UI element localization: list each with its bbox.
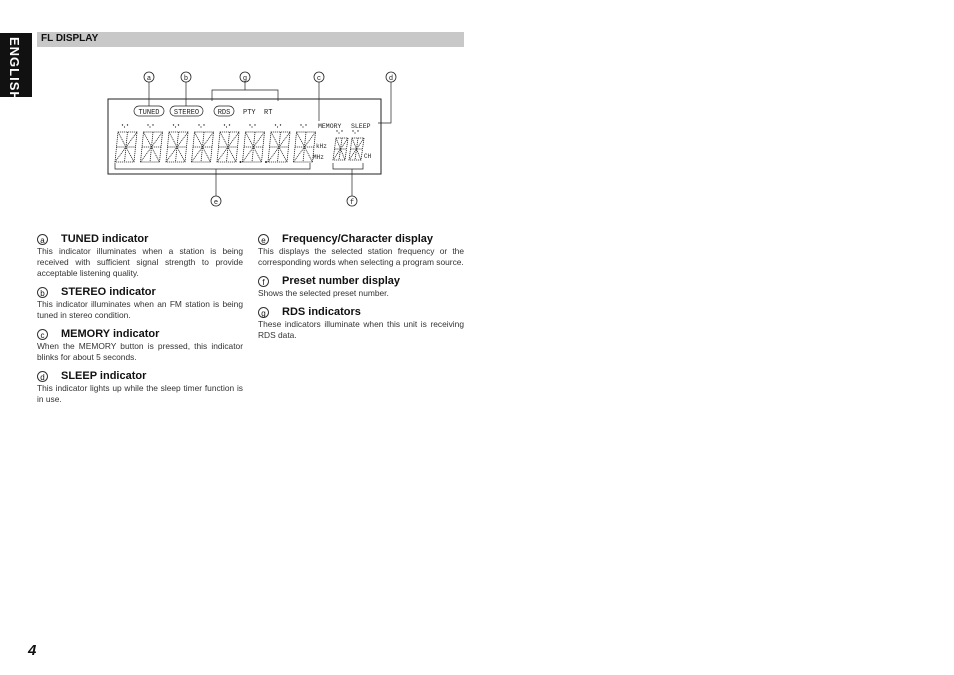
item-title: RDS indicators [282,306,361,318]
preset-number-display [333,130,364,160]
desc-item-preset [258,275,464,299]
item-marker: f [258,276,269,287]
svg-text:b: b [183,75,189,83]
mhz-unit: MHz [313,154,324,161]
item-marker: b [37,287,48,298]
section-title: FL DISPLAY [41,33,99,44]
marker-e [211,196,221,207]
desc-item-sleep [37,370,243,405]
sleep-indicator: SLEEP [351,123,371,130]
marker-a [144,72,154,83]
char-cell [166,132,188,162]
item-description: This displays the selected station frequency or the corresponding words when selecting a program source. [258,246,464,267]
char-cell [192,132,214,162]
svg-text:g: g [242,75,248,83]
item-title: MEMORY indicator [61,328,160,340]
item-description: This indicator illuminates when an FM station is being tuned in stereo condition. [37,299,243,320]
desc-item-stereo [37,286,243,321]
cell-dots [352,130,358,133]
fl-display-diagram [100,66,400,212]
cell-dots [336,130,342,133]
char-cell [217,132,239,162]
cell-dots [224,124,230,127]
item-description: This indicator lights up while the sleep timer function is in use. [37,383,243,404]
marker-c [314,72,324,83]
page-number: 4 [28,642,37,659]
svg-text:e: e [213,199,219,207]
item-description: These indicators illuminate when this unit is receiving RDS data. [258,319,464,340]
svg-text:a: a [146,75,152,83]
cell-dots [275,124,281,127]
pty-indicator: PTY [243,109,256,117]
rt-indicator: RT [264,109,273,117]
char-cell [243,132,265,162]
marker-g [240,72,250,83]
item-marker: g [258,307,269,318]
tuned-indicator [134,106,164,117]
rds-indicator [214,106,234,117]
desc-item-rds [258,306,464,341]
svg-text:STEREO: STEREO [173,109,200,117]
language-tab-label: ENGLISH [7,37,22,102]
preset-cell [349,138,364,160]
item-title: SLEEP indicator [61,370,147,382]
item-description: When the MEMORY button is pressed, this indicator blinks for about 5 seconds. [37,341,243,362]
cell-dots [249,124,255,127]
marker-d [386,72,396,83]
item-description: This indicator illuminates when a station is being received with sufficient signal strength to provide acceptable listening quality. [37,246,243,278]
decimal-point [265,161,267,163]
ch-unit: CH [364,153,372,160]
item-description: Shows the selected preset number. [258,288,389,298]
preset-cell [333,138,348,160]
cell-dots [300,124,306,127]
description-column-left [37,233,243,412]
item-title: STEREO indicator [61,286,156,298]
section-header [37,32,464,47]
item-marker: c [37,329,48,340]
desc-item-frequency [258,233,464,268]
decimal-point [240,161,242,163]
memory-indicator: MEMORY [318,123,342,130]
marker-b [181,72,191,83]
item-marker: d [37,371,48,382]
svg-text:f: f [349,199,355,207]
char-cell [141,132,163,162]
item-title: Preset number display [282,275,400,287]
frequency-character-display [115,124,316,163]
svg-text:TUNED: TUNED [138,109,160,117]
marker-f [347,196,357,207]
cell-dots [173,124,179,127]
item-marker: a [37,234,48,245]
description-column-right [258,233,464,348]
svg-text:d: d [388,75,394,83]
desc-item-tuned [37,233,243,279]
language-tab [0,33,32,102]
cell-dots [198,124,204,127]
stereo-indicator [170,106,203,117]
cell-dots [122,124,128,127]
item-title: TUNED indicator [61,233,149,245]
item-marker: e [258,234,269,245]
khz-unit: kHz [316,143,327,150]
svg-text:c: c [316,75,322,83]
desc-item-memory [37,328,243,363]
cell-dots [147,124,153,127]
char-cell [268,132,290,162]
char-cell [115,132,137,162]
svg-text:RDS: RDS [217,109,231,117]
item-title: Frequency/Character display [282,233,434,245]
